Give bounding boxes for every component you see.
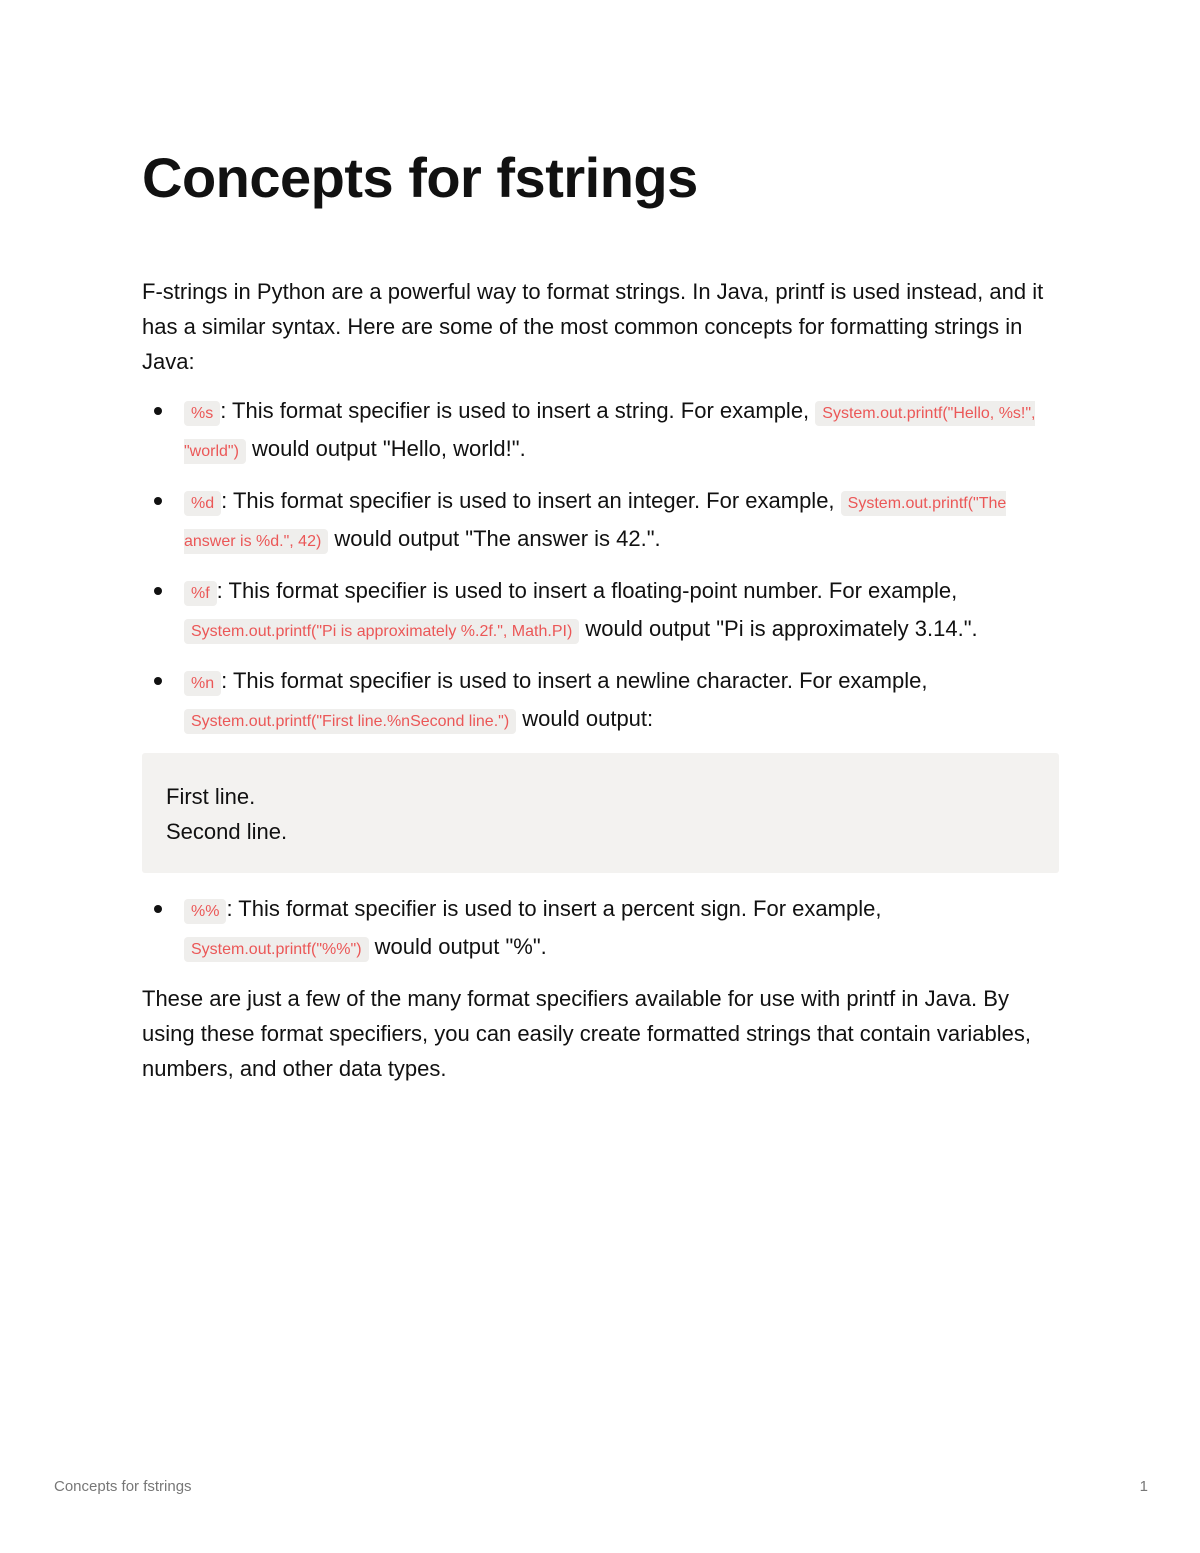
code-line: First line. xyxy=(166,784,256,809)
inline-code: %s xyxy=(184,401,220,426)
item-text: would output "Hello, world!". xyxy=(245,436,526,461)
inline-code: System.out.printf("Hello, %s!", "world") xyxy=(184,401,1035,464)
footer-title: Concepts for fstrings xyxy=(54,1478,192,1495)
bullet-icon xyxy=(154,677,162,685)
item-text: would output "%". xyxy=(368,934,547,959)
item-text: would output "The answer is 42.". xyxy=(328,526,661,551)
inline-code: System.out.printf("Pi is approximately %.2f.", Math.PI) xyxy=(184,619,579,644)
item-text: : This format specifier is used to insert an integer. For example, xyxy=(221,488,841,513)
item-text: would output "Pi is approximately 3.14.". xyxy=(579,616,978,641)
code-line: Second line. xyxy=(166,819,288,844)
bullet-icon xyxy=(154,497,162,505)
inline-code: %n xyxy=(184,671,221,696)
inline-code: System.out.printf("First line.%nSecond line.") xyxy=(184,709,516,734)
inline-code: System.out.printf("The answer is %d.", 42) xyxy=(184,491,1006,554)
list-item xyxy=(142,573,1059,649)
inline-code: %% xyxy=(184,899,226,924)
item-text: : This format specifier is used to insert a percent sign. For example, xyxy=(226,896,882,921)
item-text: : This format specifier is used to insert a floating-point number. For example, xyxy=(216,578,958,603)
page-title: Concepts for fstrings xyxy=(142,146,698,209)
specifier-list-continued xyxy=(142,891,1059,967)
outro-paragraph: These are just a few of the many format specifiers available for use with printf in Java. By using these format specifiers, you can easily create formatted strings that contain variables, numbers, and other data types. xyxy=(142,986,1031,1081)
inline-code: %f xyxy=(184,581,217,606)
page-number: 1 xyxy=(1139,1478,1148,1495)
code-block xyxy=(142,753,1059,873)
list-item xyxy=(142,663,1059,739)
item-text: : This format specifier is used to insert a newline character. For example, xyxy=(221,668,928,693)
item-text: : This format specifier is used to insert a string. For example, xyxy=(220,398,816,423)
list-item xyxy=(142,891,1059,967)
inline-code: %d xyxy=(184,491,221,516)
specifier-list xyxy=(142,393,1059,739)
item-text: would output: xyxy=(516,706,654,731)
document-body xyxy=(142,140,1059,1100)
bullet-icon xyxy=(154,587,162,595)
intro-paragraph: F-strings in Python are a powerful way to format strings. In Java, printf is used instead, and it has a similar syntax. Here are some of the most common concepts for formatting strings in Java: xyxy=(142,279,1044,374)
bullet-icon xyxy=(154,407,162,415)
bullet-icon xyxy=(154,905,162,913)
inline-code: System.out.printf("%%") xyxy=(184,937,369,962)
list-item xyxy=(142,393,1059,469)
list-item xyxy=(142,483,1059,559)
